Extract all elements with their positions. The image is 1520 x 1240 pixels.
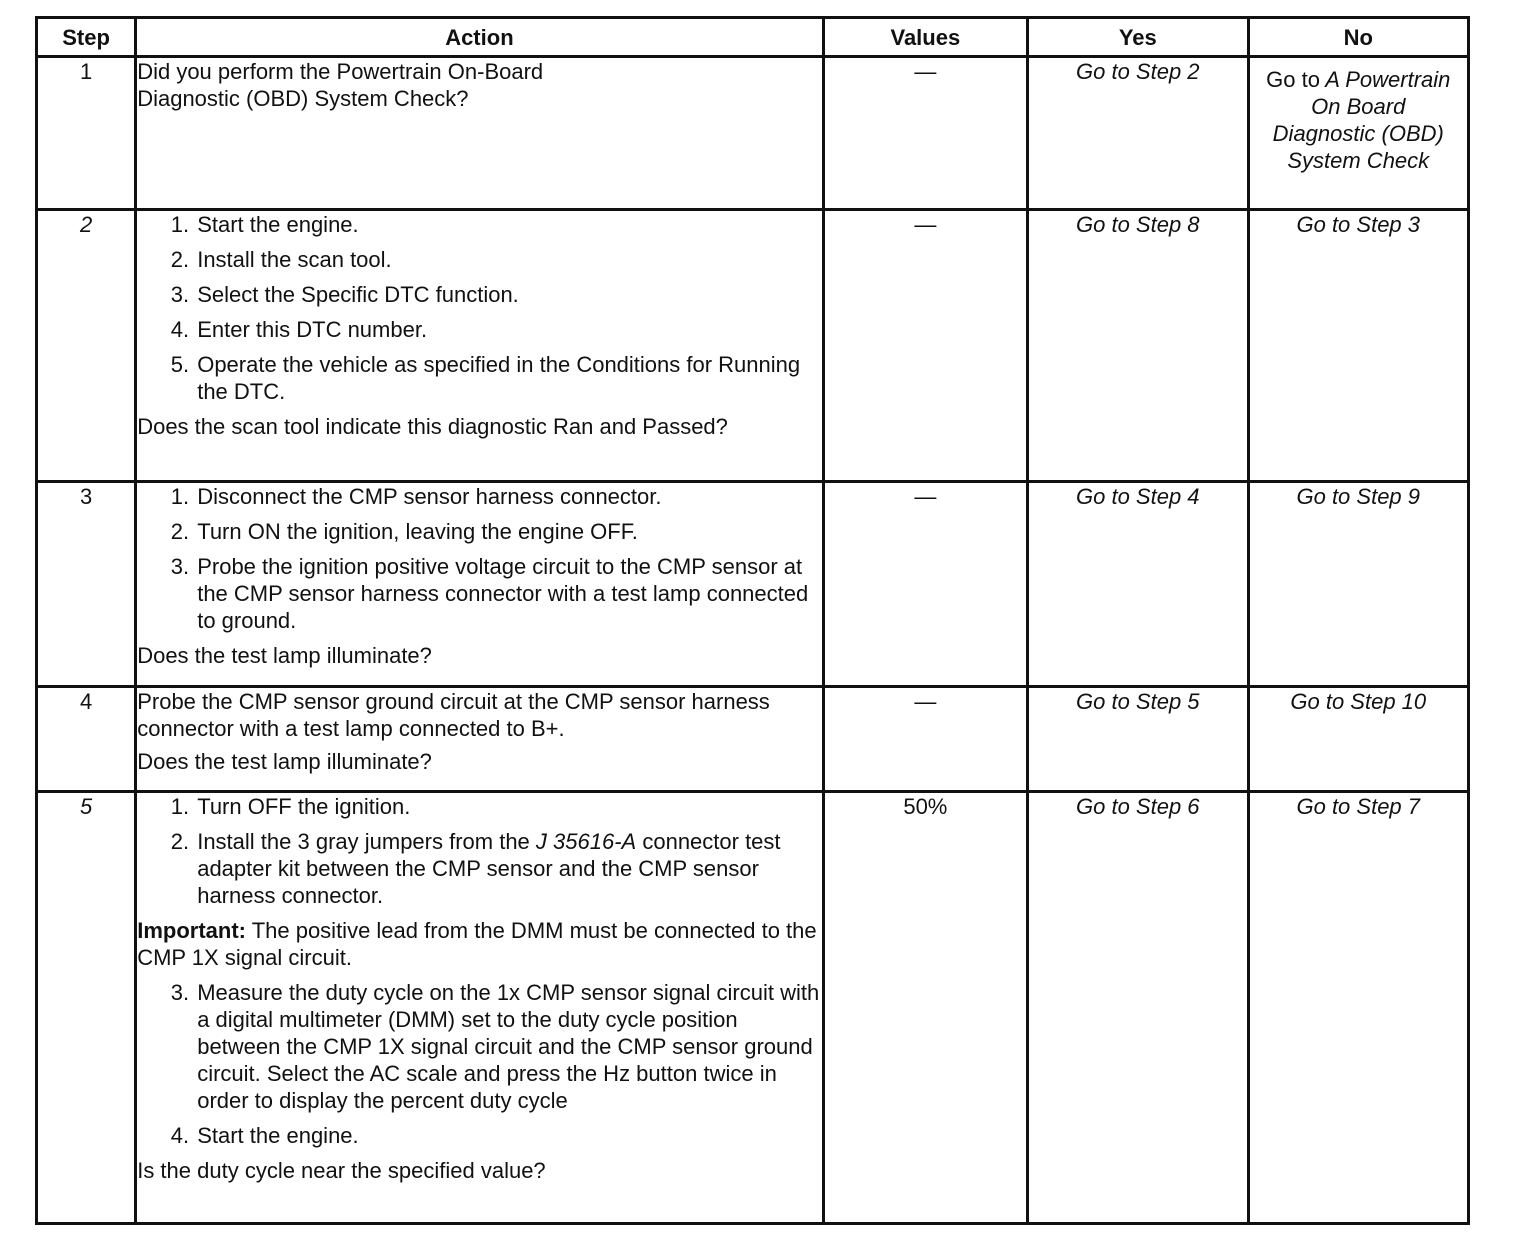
action-steps [137,211,821,405]
action-step: 1. Turn OFF the ignition. [195,793,821,820]
action-step: 3. Probe the ignition positive voltage circuit to the CMP sensor at the CMP sensor harness connector with a test lamp connected to ground. [195,553,821,634]
action-text: Probe the CMP sensor ground circuit at the CMP sensor harness connector with a test lamp connected to B+. [137,689,770,741]
yes-cell: Go to Step 8 [1028,210,1248,482]
yes-cell: Go to Step 4 [1028,482,1248,687]
header-action: Action [136,18,823,57]
step-number: 4 [37,687,136,792]
action-question: Does the test lamp illuminate? [137,643,432,668]
action-step: 3. Select the Specific DTC function. [195,281,821,308]
header-row [37,18,1469,57]
table-row-step-4 [37,687,1469,792]
value-cell: — [823,482,1027,687]
action-step: 1. Disconnect the CMP sensor harness connector. [195,483,821,510]
value-cell: — [823,210,1027,482]
action-question: Does the scan tool indicate this diagnostic Ran and Passed? [137,414,728,439]
action-cell [136,57,823,210]
value-cell: — [823,687,1027,792]
action-step: 4. Start the engine. [195,1122,821,1149]
yes-cell: Go to Step 5 [1028,687,1248,792]
no-prefix: Go to [1266,67,1320,92]
no-cell: Go to Step 9 [1248,482,1468,687]
table-row-step-2 [37,210,1469,482]
action-cell [136,482,823,687]
no-cell: Go to Step 10 [1248,687,1468,792]
action-steps [137,483,821,634]
diagnostic-table [35,16,1470,1225]
action-question: Does the test lamp illuminate? [137,749,432,774]
action-cell [136,210,823,482]
header-values: Values [823,18,1027,57]
action-step-text: Install the 3 gray jumpers from the [197,829,530,854]
step-number: 1 [37,57,136,210]
action-step: 2. Install the scan tool. [195,246,821,273]
action-question: Is the duty cycle near the specified value? [137,1158,546,1183]
action-step: 2. Turn ON the ignition, leaving the engine OFF. [195,518,821,545]
yes-cell: Go to Step 6 [1028,792,1248,1224]
step-number: 2 [37,210,136,482]
action-step [195,828,821,909]
tool-reference: J 35616-A [535,829,637,854]
action-cell [136,687,823,792]
step-number: 3 [37,482,136,687]
action-text: Did you perform the Powertrain On-Board Diagnostic (OBD) System Check? [137,59,544,111]
action-step: 1. Start the engine. [195,211,821,238]
no-cell: Go to Step 7 [1248,792,1468,1224]
action-steps [137,793,821,909]
important-note [137,917,821,971]
yes-cell: Go to Step 2 [1028,57,1248,210]
table-row-step-1 [37,57,1469,210]
action-step: 3. Measure the duty cycle on the 1x CMP sensor signal circuit with a digital multimeter (DMM) set to the duty cycle position between the CMP 1X signal circuit and the CMP sensor ground circuit. Select the AC scale and press the Hz button twice in order to display the percent duty cycle [195,979,821,1114]
action-steps-continued [137,979,821,1149]
step-number: 5 [37,792,136,1224]
header-step: Step [37,18,136,57]
no-cell: Go to Step 3 [1248,210,1468,482]
no-reference-link[interactable]: A Powertrain On Board Diagnostic (OBD) System Check [1272,67,1451,173]
important-text: The positive lead from the DMM must be connected to the CMP 1X signal circuit. [137,918,817,970]
action-step-text: connector test adapter kit between the CMP sensor and the CMP sensor harness connector. [197,829,781,908]
action-step: 5. Operate the vehicle as specified in the Conditions for Running the DTC. [195,351,821,405]
table-row-step-5 [37,792,1469,1224]
important-label: Important: [137,918,246,943]
action-cell [136,792,823,1224]
no-cell [1248,57,1468,210]
table-row-step-3 [37,482,1469,687]
action-step: 4. Enter this DTC number. [195,316,821,343]
value-cell: — [823,57,1027,210]
header-no: No [1248,18,1468,57]
header-yes: Yes [1028,18,1248,57]
value-cell: 50% [823,792,1027,1224]
